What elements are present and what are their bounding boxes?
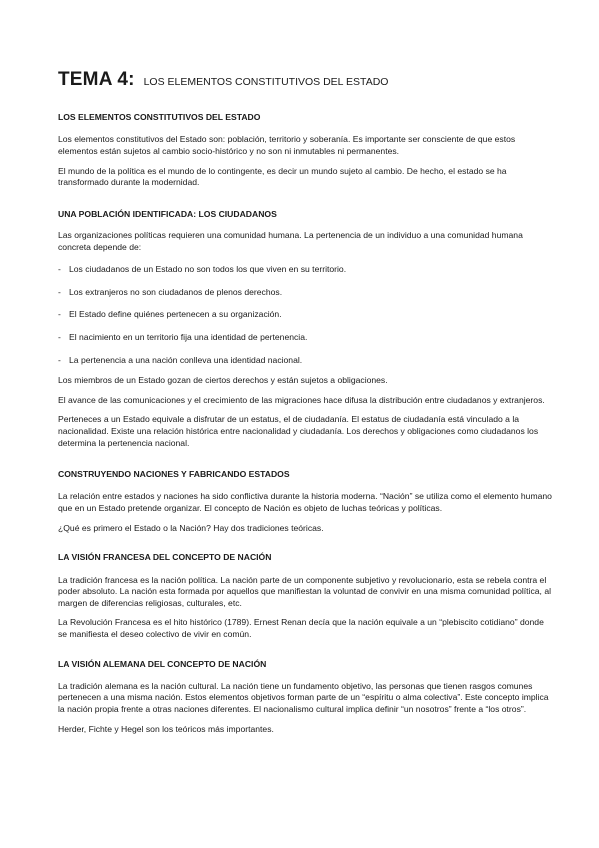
paragraph: El mundo de la política es el mundo de lo contingente, es decir un mundo sujeto al cambio. De hecho, el estado se ha transformado durante la modernidad. [58,165,507,188]
paragraph: Herder, Fichte y Hegel son los teóricos más importantes. [58,723,274,734]
bullet-list [58,264,555,366]
paragraph: Los elementos constitutivos del Estado son: población, territorio y soberanía. Es importante ser consciente de que estos elementos están sujetos al cambio socio-histórico y no son ni inmutables ni permanentes. [58,134,516,156]
section-elementos [58,112,555,189]
list-item: - La pertenencia a una nación conlleva una identidad nacional. [58,355,555,367]
paragraph: La relación entre estados y naciones ha sido conflictiva durante la historia moderna. “Nación” se utiliza como el elemento humano que en un Estado pretende organizar. El concepto de Nación es objeto de luchas teóricas y políticas. [58,491,552,514]
section-construyendo [58,469,555,534]
section-heading: UNA POBLACIÓN IDENTIFICADA: LOS CIUDADANOS [58,208,277,219]
page-title [58,58,555,90]
paragraph: El avance de las comunicaciones y el crecimiento de las migraciones hace difusa la distribución entre ciudadanos y extranjeros. [58,394,545,405]
section-vision-francesa [58,552,555,640]
section-heading: CONSTRUYENDO NACIONES Y FABRICANDO ESTADOS [58,469,290,480]
paragraph: La tradición francesa es la nación política. La nación parte de un componente subjetivo y revolucionario, esta se rebela contra el poder absoluto. La nación esta formada por aquellos que manifiestan la voluntad de convivir en una misma comunidad política, al margen de diferencias religiosas, culturales, etc. [58,574,552,608]
title-rest: LOS ELEMENTOS CONSTITUTIVOS DEL ESTADO [143,76,389,88]
section-heading: LOS ELEMENTOS CONSTITUTIVOS DEL ESTADO [58,112,261,122]
title-strong: TEMA 4: [58,69,135,90]
list-item: - Los extranjeros no son ciudadanos de plenos derechos. [58,287,555,299]
paragraph: ¿Qué es primero el Estado o la Nación? Hay dos tradiciones teóricas. [58,522,324,533]
paragraph: Los miembros de un Estado gozan de ciertos derechos y están sujetos a obligaciones. [58,375,388,386]
list-item: - El Estado define quiénes pertenecen a su organización. [58,309,555,321]
paragraph: La tradición alemana es la nación cultural. La nación tiene un fundamento objetivo, las personas que tienen rasgos comunes pertenecen a una misma nación. Estos elementos objetivos forman parte de un “espíritu o alma colectiva”. Este concepto implica la nación propia frente a otras naciones diferentes. El nacionalismo cultural implica definir “un nosotros” frente a “los otros”. [58,680,549,714]
list-item: - Los ciudadanos de un Estado no son todos los que viven en su territorio. [58,264,555,276]
paragraph: Las organizaciones políticas requieren una comunidad humana. La pertenencia de un individuo a una comunidad humana concreta depende de: [58,230,523,252]
paragraph: Perteneces a un Estado equivale a disfrutar de un estatus, el de ciudadanía. El estatus de ciudadanía está vinculado a la nacionalidad. Existe una relación histórica entre nacionalidad y ciudadanía. Los derechos y obligaciones como ciudadanos los determina la pertenencia nacional. [58,414,539,448]
section-heading: LA VISIÓN FRANCESA DEL CONCEPTO DE NACIÓN [58,552,272,563]
section-poblacion [58,209,555,449]
paragraph: La Revolución Francesa es el hito histórico (1789). Ernest Renan decía que la nación equivale a un “plebiscito cotidiano” donde se manifiesta el deseo colectivo de vivir en común. [58,617,544,639]
list-item: - El nacimiento en un territorio fija una identidad de pertenencia. [58,332,555,344]
section-vision-alemana [58,659,555,736]
section-heading: LA VISIÓN ALEMANA DEL CONCEPTO DE NACIÓN [58,658,267,669]
